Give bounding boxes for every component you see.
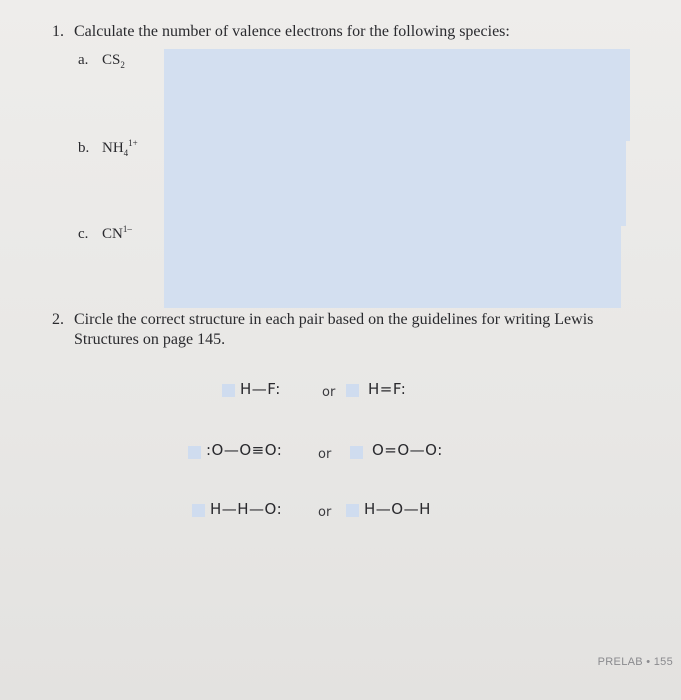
choice-checkbox-2b[interactable]	[350, 446, 363, 459]
choice-checkbox-2a[interactable]	[188, 446, 201, 459]
question-text: Calculate the number of valence electrons for the following species:	[74, 23, 510, 40]
lewis-structure-hho: H—H—O:	[210, 500, 283, 518]
answer-box-b[interactable]	[164, 139, 626, 226]
choice-checkbox-1a[interactable]	[222, 384, 235, 397]
part-c-label: c. $CN^{1-}$	[78, 224, 132, 242]
question-2	[52, 310, 622, 350]
question-number: 1.	[52, 23, 64, 40]
or-label: or	[318, 505, 332, 520]
choice-checkbox-3b[interactable]	[346, 504, 359, 517]
choice-checkbox-1b[interactable]	[346, 384, 359, 397]
question-number: 2.	[52, 311, 64, 328]
lewis-structure-ozone-double: O=O—O:	[372, 441, 443, 459]
lewis-structure-ozone-triple: :O—O≡O:	[206, 441, 283, 459]
choice-checkbox-3a[interactable]	[192, 504, 205, 517]
lewis-structure-water: H—O—H	[364, 500, 431, 518]
lewis-structure-hf-single: H—F:	[240, 380, 281, 398]
page-footer: PRELAB • 155	[597, 656, 673, 668]
question-text-line2: Structures on page 145.	[74, 331, 226, 348]
part-a-label: a. $CS_2$	[78, 52, 125, 70]
or-label: or	[322, 385, 336, 400]
part-b-label: b. $NH_4^{1+}$	[78, 138, 138, 158]
question-1	[52, 22, 612, 44]
question-text-line1: Circle the correct structure in each pair based on the guidelines for writing Lewis	[74, 311, 594, 328]
lewis-structure-hf-double: H=F:	[368, 380, 407, 398]
answer-box-c[interactable]	[164, 222, 621, 308]
answer-box-a[interactable]	[164, 49, 630, 141]
or-label: or	[318, 447, 332, 462]
